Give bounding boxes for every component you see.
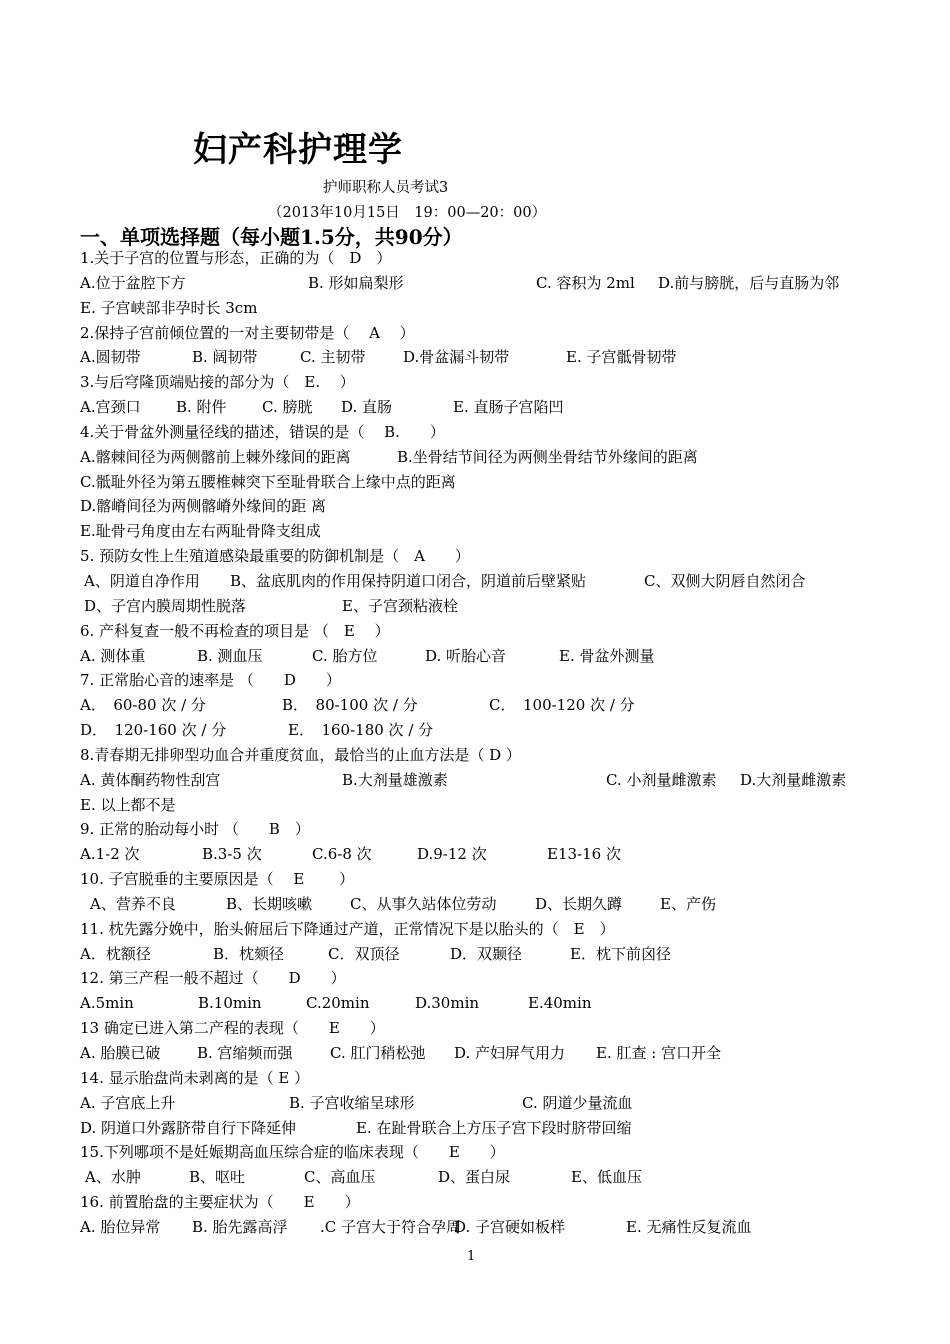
option-text: C、高血压 [304, 1168, 376, 1187]
question-text: 10. 子宫脱垂的主要原因是（ E ） [80, 870, 355, 889]
question-line [80, 1016, 880, 1041]
option-text: B.3-5 次 [202, 845, 262, 864]
question-line [80, 544, 880, 569]
options-line [80, 1215, 880, 1240]
option-text: A．枕额径 [80, 944, 151, 963]
option-text: C． 100-120 次 / 分 [489, 696, 635, 715]
option-text: A. 测体重 [80, 646, 146, 665]
page-number: 1 [467, 1249, 476, 1264]
option-text: D. 直肠 [341, 398, 393, 417]
options-line [80, 793, 880, 818]
option-text: A.位于盆腔下方 [80, 273, 186, 292]
question-line [80, 743, 880, 768]
option-text: C. 胎方位 [312, 646, 378, 665]
option-text: B. 阔韧带 [192, 348, 258, 367]
option-text: E.耻骨弓角度由左右两耻骨降支组成 [80, 522, 321, 541]
option-text: B.坐骨结节间径为两侧坐骨结节外缘间的距离 [397, 447, 698, 466]
question-text: 12. 第三产程一般不超过（ D ） [80, 969, 346, 988]
option-text: E. 在趾骨联合上方压子宫下段时脐带回缩 [356, 1118, 632, 1137]
option-text: B、长期咳嗽 [226, 894, 313, 913]
option-text: D.大剂量雌激素 [740, 770, 847, 789]
question-text: 6. 产科复查一般不再检查的项目是 （ E ） [80, 621, 390, 640]
options-line [80, 718, 880, 743]
question-text: 15.下列哪项不是妊娠期高血压综合症的临床表现（ E ） [80, 1143, 505, 1162]
section-heading: 一、单项选择题（每小题1.5分，共90分） [80, 225, 463, 249]
option-text: B.大剂量雄激素 [342, 770, 448, 789]
option-text: A. 胎位异常 [80, 1217, 161, 1236]
option-text: E、低血压 [571, 1168, 642, 1187]
question-list [80, 246, 880, 1240]
options-line [80, 842, 880, 867]
option-text: A、营养不良 [90, 894, 176, 913]
option-text: C. 肛门稍松弛 [330, 1044, 426, 1062]
option-text: .C 子宫大于符合孕周 [320, 1217, 462, 1236]
option-text: C、从事久站体位劳动 [350, 894, 497, 913]
option-text: A． 60-80 次 / 分 [80, 696, 206, 715]
option-text: C.20min [306, 994, 370, 1013]
option-text: B．枕颏径 [213, 944, 285, 963]
option-text: E. 无痛性反复流血 [626, 1217, 752, 1236]
question-text: 7. 正常胎心音的速率是 （ D ） [80, 671, 341, 690]
option-text: B． 80-100 次 / 分 [282, 696, 418, 715]
options-line [80, 693, 880, 718]
options-line [80, 271, 880, 296]
options-line [80, 942, 880, 967]
option-text: B、盆底肌肉的作用保持阴道口闭合，阴道前后壁紧贴 [230, 571, 587, 590]
question-text: 1.关于子宫的位置与形态，正确的为（ D ） [80, 249, 392, 267]
option-text: C、双侧大阴唇自然闭合 [644, 571, 806, 590]
question-line [80, 1190, 880, 1215]
question-line [80, 966, 880, 991]
option-text: E. 以上都不是 [80, 795, 176, 814]
option-text: D.30min [415, 994, 480, 1013]
option-text: D.髂嵴间径为两侧髂嵴外缘间的距 离 [80, 497, 327, 516]
options-line [80, 569, 880, 594]
question-line [80, 668, 880, 693]
question-text: 8.青春期无排卵型功血合并重度贫血，最恰当的止血方法是（ D ） [80, 745, 521, 764]
option-text: B. 胎先露高浮 [192, 1217, 288, 1236]
options-line [80, 1041, 880, 1066]
option-text: E.40min [528, 994, 592, 1013]
option-text: B. 宫缩频而强 [197, 1044, 293, 1062]
option-text: D.前与膀胱，后与直肠为邻 [658, 273, 840, 292]
option-text: C.6-8 次 [312, 845, 372, 864]
option-text: D.9-12 次 [417, 845, 487, 864]
option-text: E、子宫颈粘液栓 [342, 596, 458, 615]
option-text: B. 子宫收缩呈球形 [289, 1093, 415, 1112]
option-text: A.5min [80, 994, 134, 1013]
option-text: E. 直肠子宫陷凹 [453, 398, 564, 417]
option-text: D．双颞径 [450, 944, 523, 963]
option-text: A.1-2 次 [80, 845, 140, 864]
question-text: 5. 预防女性上生殖道感染最重要的防御机制是（ A ） [80, 547, 470, 566]
exam-subtitle: 护师职称人员考试3 [323, 180, 449, 196]
question-line [80, 420, 880, 445]
option-text: A、阴道自净作用 [84, 571, 200, 590]
option-text: B. 测血压 [197, 646, 263, 665]
options-line [80, 519, 880, 544]
question-line [80, 867, 880, 892]
question-text: 16. 前置胎盘的主要症状为（ E ） [80, 1193, 360, 1212]
option-text: A.宫颈口 [80, 398, 141, 417]
question-text: 13 确定已进入第二产程的表现（ E ） [80, 1019, 385, 1038]
option-text: E． 160-180 次 / 分 [288, 721, 434, 740]
question-line [80, 817, 880, 842]
option-text: B. 形如扁梨形 [308, 273, 404, 292]
option-text: A. 子宫底上升 [80, 1093, 176, 1112]
option-text: D． 120-160 次 / 分 [80, 721, 227, 740]
question-text: 2.保持子宫前倾位置的一对主要韧带是（ A ） [80, 323, 415, 342]
options-line [80, 395, 880, 420]
option-text: C. 主韧带 [300, 348, 366, 367]
options-line [80, 594, 880, 619]
question-line [80, 917, 880, 942]
option-text: C. 阴道少量流血 [522, 1093, 633, 1112]
option-text: C.骶耻外径为第五腰椎棘突下至耻骨联合上缘中点的距离 [80, 472, 456, 491]
options-line [80, 892, 880, 917]
exam-date: （2013年10月15日 19：00—20：00） [268, 205, 547, 221]
options-line [80, 1091, 880, 1116]
option-text: D. 听胎心音 [425, 646, 507, 665]
question-text: 3.与后穹隆顶端贴接的部分为（ E. ） [80, 373, 355, 392]
option-text: C. 容积为 2ml [536, 273, 635, 292]
option-text: C．双顶径 [328, 944, 400, 963]
question-line [80, 619, 880, 644]
option-text: D.骨盆漏斗韧带 [403, 348, 510, 367]
options-line [80, 1165, 880, 1190]
options-line [80, 345, 880, 370]
option-text: C. 膀胱 [262, 398, 313, 417]
options-line [80, 445, 880, 470]
option-text: D. 产妇屏气用力 [454, 1044, 566, 1062]
question-text: 4.关于骨盆外测量径线的描述，错误的是（ B. ） [80, 422, 445, 441]
question-text: 11. 枕先露分娩中，胎头俯屈后下降通过产道，正常情况下是以胎头的（ E ） [80, 919, 615, 938]
option-text: B.10min [198, 994, 262, 1013]
question-line [80, 1066, 880, 1091]
options-line [80, 1116, 880, 1141]
option-text: A.髂棘间径为两侧髂前上棘外缘间的距离 [80, 447, 351, 466]
options-line [80, 768, 880, 793]
option-text: E. 肛查 : 宫口开全 [596, 1044, 722, 1062]
options-line [80, 991, 880, 1016]
options-line [80, 644, 880, 669]
option-text: E. 子宫骶骨韧带 [566, 348, 677, 367]
question-line [80, 370, 880, 395]
option-text: E. 子宫峡部非孕时长 3cm [80, 298, 258, 317]
option-text: D. 阴道口外露脐带自行下降延伸 [80, 1118, 297, 1137]
question-line [80, 321, 880, 346]
option-text: E．枕下前囟径 [570, 944, 671, 963]
question-line [80, 246, 880, 271]
option-text: A、水肿 [85, 1168, 141, 1187]
option-text: E. 骨盆外测量 [559, 646, 655, 665]
option-text: B、呕吐 [189, 1168, 246, 1187]
options-line [80, 494, 880, 519]
question-text: 9. 正常的胎动每小时 （ B ） [80, 820, 310, 839]
question-text: 14. 显示胎盘尚未剥离的是（ E ） [80, 1068, 310, 1087]
option-text: A.圆韧带 [80, 348, 141, 367]
option-text: A. 黄体酮药物性刮宫 [80, 770, 221, 789]
options-line [80, 296, 880, 321]
option-text: D. 子宫硬如板样 [454, 1217, 566, 1236]
option-text: D、蛋白尿 [438, 1168, 511, 1187]
option-text: D、子宫内膜周期性脱落 [84, 596, 247, 615]
option-text: A. 胎膜已破 [80, 1044, 161, 1062]
option-text: E、产伤 [660, 894, 716, 913]
options-line [80, 470, 880, 495]
question-line [80, 1140, 880, 1165]
option-text: C. 小剂量雌激素 [606, 770, 717, 789]
option-text: E13-16 次 [547, 845, 621, 864]
option-text: D、长期久蹲 [535, 894, 623, 913]
page-title: 妇产科护理学 [193, 130, 403, 170]
option-text: B. 附件 [176, 398, 227, 417]
